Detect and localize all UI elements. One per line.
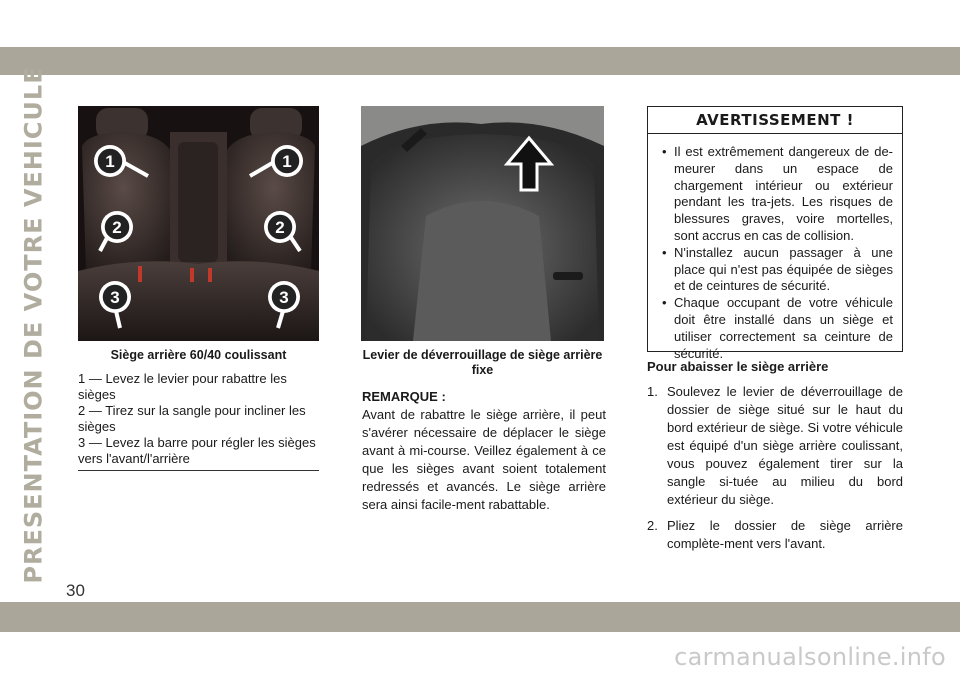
warning-item: • N'installez aucun passager à une place qui n'est pas équipée de sièges et de ceintures de sécurité. — [660, 245, 893, 295]
note-block — [362, 388, 606, 514]
step-text: Soulevez le levier de déverrouillage de dossier de siège situé sur le haut du bord extérieur de siège. Si votre véhicule est équipé d'un siège arrière coulissant, vous pouvez également tirer sur la sangle si-tuée au milieu du bord extérieur du siège. — [667, 384, 903, 507]
svg-text:2: 2 — [112, 218, 122, 237]
procedure-step — [647, 517, 903, 553]
svg-text:3: 3 — [279, 288, 289, 307]
rear-seat-photo — [78, 106, 319, 341]
svg-text:3: 3 — [110, 288, 120, 307]
legend-item: 2 — Tirez sur la sangle pour incliner les sièges — [78, 403, 306, 434]
step-number: 2. — [647, 518, 658, 533]
watermark: carmanualsonline.info — [674, 643, 946, 671]
figure1-caption: Siège arrière 60/40 coulissant — [110, 348, 287, 362]
warning-title: AVERTISSEMENT ! — [648, 107, 902, 134]
procedure-step — [647, 383, 903, 509]
legend-divider — [78, 470, 319, 471]
procedure-title: Pour abaisser le siège arrière — [647, 359, 829, 374]
figure1-legend — [78, 371, 319, 467]
rear-seat-illustration — [78, 106, 319, 341]
note-title: REMARQUE : — [362, 389, 446, 404]
release-lever-photo — [361, 106, 604, 341]
warning-list — [648, 144, 902, 362]
svg-text:2: 2 — [275, 218, 285, 237]
step-text: Pliez le dossier de siège arrière complète-ment vers l'avant. — [667, 518, 903, 551]
header-band — [0, 47, 960, 75]
note-body: Avant de rabattre le siège arrière, il peut s'avérer nécessaire de déplacer le siège avant à mi-course. Veillez également à ce que les sièges avant soient totalement redressés et avancés. Le siège arrière sera ainsi facile-ment rabattable. — [362, 407, 606, 512]
legend-item: 1 — Levez le levier pour rabattre les sièges — [78, 371, 287, 402]
step-number: 1. — [647, 384, 658, 399]
footer-band — [0, 602, 960, 632]
page-number: 30 — [66, 581, 85, 600]
svg-text:1: 1 — [282, 152, 292, 171]
warning-box — [647, 106, 903, 361]
section-title-text: PRESENTATION DE VOTRE VEHICULE — [20, 66, 49, 584]
section-title-vertical — [14, 66, 54, 584]
figure2-caption: Levier de déverrouillage de siège arrière fixe — [362, 348, 603, 377]
release-lever-illustration — [361, 106, 604, 341]
warning-item: • Chaque occupant de votre véhicule doit être installé dans un siège et utiliser correctement sa ceinture de sécurité. — [660, 295, 893, 362]
legend-item: 3 — Levez la barre pour régler les sièges vers l'avant/l'arrière — [78, 435, 316, 466]
svg-text:1: 1 — [105, 152, 115, 171]
warning-item: • Il est extrêmement dangereux de de-meurer dans un espace de chargement intérieur ou extérieur pendant les tra-jets. Les risques de blessures graves, voire mortelles, sont accrus en cas de collision. — [660, 144, 893, 245]
procedure-steps — [647, 383, 903, 561]
